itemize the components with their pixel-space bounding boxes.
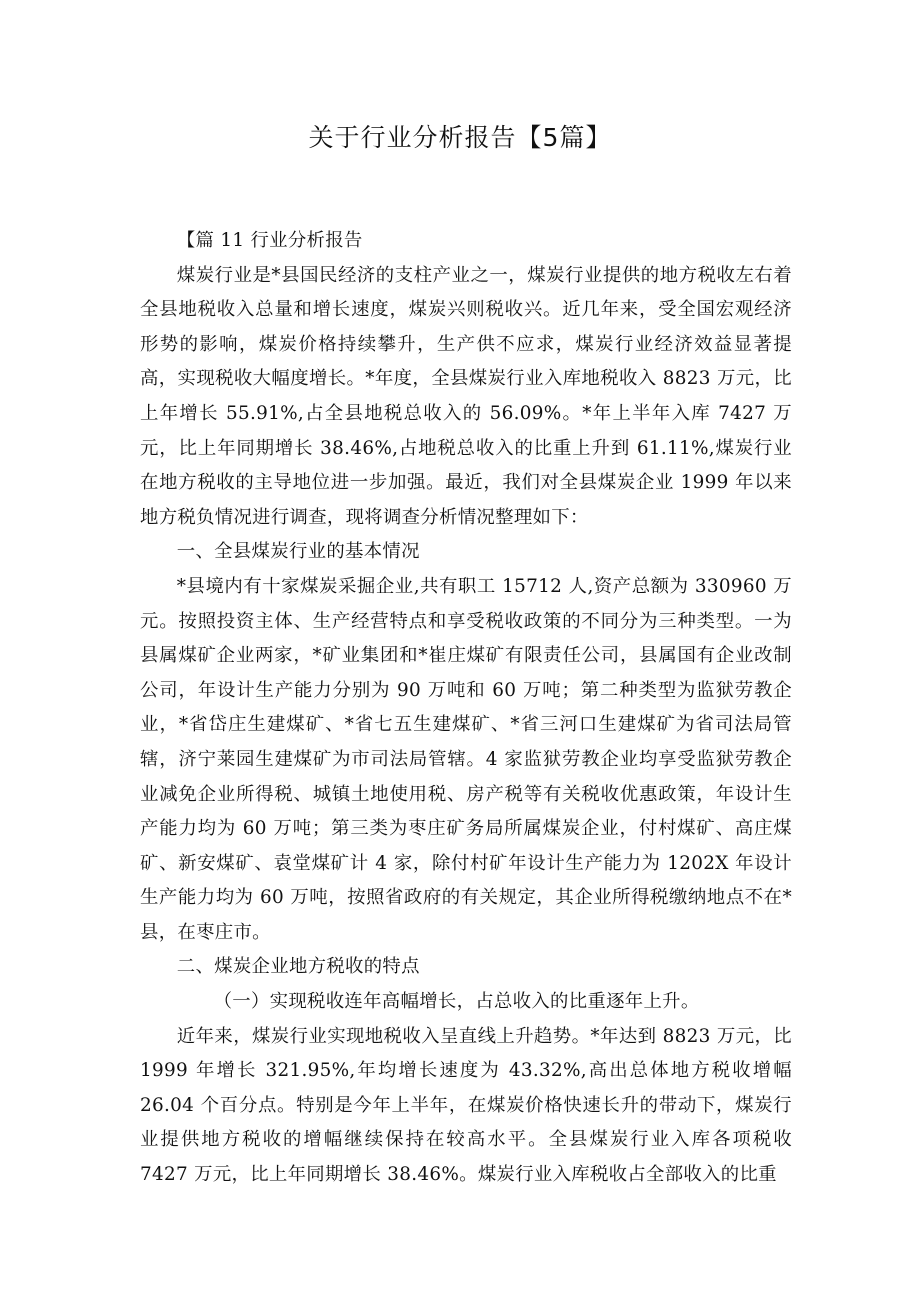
- section-label: 【篇 11 行业分析报告: [176, 230, 363, 251]
- paragraph: *县境内有十家煤炭采掘企业,共有职工 15712 人,资产总额为 330960 万元。按照投资主体、生产经营特点和享受税收政策的不同分为三种类型。一为县属煤矿企业两家，*矿业集团和*崔庄煤矿有限责任公司，县属国有企业改制公司，年设计生产能力分别为 90 万吨和 60 万吨；第二种类型为监狱劳教企业，*省岱庄生建煤矿、*省七五生建煤矿、*省三河口生建煤矿为省司法局管辖，济宁莱园生建煤矿为市司法局管辖。4 家监狱劳教企业均享受监狱劳教企业减免企业所得税、城镇土地使用税、房产税等有关税收优惠政策，年设计生产能力均为 60 万吨；第三类为枣庄矿务局所属煤炭企业，付村煤矿、高庄煤矿、新安煤矿、袁堂煤矿计 4 家，除付村矿年设计生产能力为 1202X 年设计生产能力均为 60 万吨，按照省政府的有关规定，其企业所得税缴纳地点不在*县，在枣庄市。: [140, 575, 792, 943]
- document-title: 关于行业分析报告【5篇】: [308, 123, 612, 152]
- subsection-heading: （一）实现税收连年高幅增长，占总收入的比重逐年上升。: [213, 991, 700, 1013]
- paragraph: 近年来，煤炭行业实现地税收入呈直线上升趋势。*年达到 8823 万元，比 1999 年增长 321.95%,年均增长速度为 43.32%,高出总体地方税收增幅 26.04 个百分点。特别是今年上半年，在煤炭价格快速长升的带动下，煤炭行业提供地方税收的增幅继续保持在较高水平。全县煤炭行业入库各项税收 7427 万元，比上年同期增长 38.46%。煤炭行业入库税收占全部收入的比重: [140, 1025, 792, 1186]
- document-body: [140, 224, 792, 1193]
- section-heading: 二、煤炭企业地方税收的特点: [176, 956, 420, 978]
- section-heading: 一、全县煤炭行业的基本情况: [176, 541, 420, 563]
- paragraph: 煤炭行业是*县国民经济的支柱产业之一，煤炭行业提供的地方税收左右着全县地税收入总量和增长速度，煤炭兴则税收兴。近几年来，受全国宏观经济形势的影响，煤炭价格持续攀升，生产供不应求，煤炭行业经济效益显著提高，实现税收大幅度增长。*年度，全县煤炭行业入库地税收入 8823 万元，比上年增长 55.91%,占全县地税总收入的 56.09%。*年上半年入库 7427 万元，比上年同期增长 38.46%,占地税总收入的比重上升到 61.11%,煤炭行业在地方税收的主导地位进一步加强。最近，我们对全县煤炭企业 1999 年以来地方税负情况进行调查，现将调查分析情况整理如下：: [140, 264, 792, 528]
